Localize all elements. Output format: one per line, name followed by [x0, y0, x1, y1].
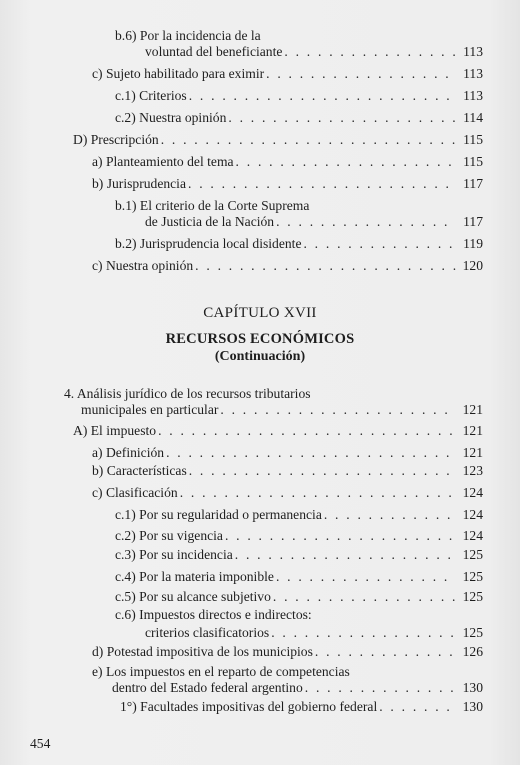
toc-page-number: 125 [462, 589, 483, 604]
toc-page-number: 124 [462, 507, 483, 522]
chapter-subtitle: (Continuación) [214, 349, 306, 364]
toc-entry-b [92, 176, 483, 192]
toc-page-number: 117 [463, 214, 483, 229]
toc-entry-b6: b.6) Por la incidencia de la [115, 28, 261, 43]
dot-leader [276, 569, 456, 585]
toc-page-number: 113 [463, 66, 483, 81]
toc-entry-c6-cont [145, 625, 483, 641]
toc-entry-c6: c.6) Impuestos directos e indirectos: [115, 607, 312, 622]
toc-entry-c1-reg [115, 507, 483, 523]
toc-entry-c1 [115, 88, 483, 104]
dot-leader [303, 236, 456, 252]
dot-leader [189, 88, 456, 104]
dot-leader [235, 547, 456, 563]
toc-entry-A [73, 423, 483, 439]
toc-entry-label: b) Características [92, 463, 187, 478]
chapter-title: RECURSOS ECONÓMICOS [165, 331, 355, 347]
toc-page-number: 126 [462, 644, 483, 659]
toc-entry-label: 1°) Facultades impositivas del gobierno federal [120, 699, 378, 714]
dot-leader [236, 154, 456, 170]
toc-page-number: 124 [462, 528, 483, 543]
toc-entry-label: d) Potestad impositiva de los municipios [92, 644, 313, 659]
dot-leader [195, 258, 456, 274]
toc-entry-label: c.1) Por su regularidad o permanencia [115, 507, 322, 522]
toc-entry-4: 4. Análisis jurídico de los recursos tributarios [64, 386, 311, 401]
toc-entry-label: a) Definición [92, 445, 165, 460]
dot-leader [266, 66, 456, 82]
toc-page-number: 113 [463, 44, 483, 59]
dot-leader [188, 176, 456, 192]
toc-entry-c2-vig [115, 528, 483, 544]
toc-entry-4-cont [81, 402, 483, 418]
toc-entry-label: D) Prescripción [73, 132, 159, 147]
toc-entry-label: a) Planteamiento del tema [92, 154, 234, 169]
toc-page-number: 115 [463, 132, 483, 147]
toc-entry-label: c.5) Por su alcance subjetivo [115, 589, 271, 604]
toc-entry-c [92, 66, 483, 82]
dot-leader [324, 507, 456, 523]
toc-entry-a [92, 154, 483, 170]
toc-page-number: 121 [462, 423, 483, 438]
toc-page-number: 125 [462, 569, 483, 584]
toc-page-number: 119 [463, 236, 483, 251]
toc-page-number: 123 [462, 463, 483, 478]
toc-entry-D [73, 132, 483, 148]
toc-entry-label: voluntad del beneficiante [145, 44, 283, 59]
toc-entry-c-opinion [92, 258, 483, 274]
toc-page-number: 120 [462, 258, 483, 273]
toc-entry-label: b.2) Jurisprudencia local disidente [115, 236, 302, 251]
toc-page-number: 125 [462, 625, 483, 640]
dot-leader [158, 423, 456, 439]
toc-entry-1-fac [120, 699, 483, 715]
toc-page-number: 114 [463, 110, 483, 125]
dot-leader [305, 680, 456, 696]
toc-entry-b6-cont [145, 44, 483, 60]
toc-entry-d-pot [92, 644, 483, 660]
dot-leader [189, 463, 456, 479]
toc-entry-label: A) El impuesto [73, 423, 157, 438]
toc-entry-label: c.3) Por su incidencia [115, 547, 233, 562]
toc-page-number: 130 [462, 699, 483, 714]
toc-entry-c4-mat [115, 569, 483, 585]
dot-leader [228, 110, 456, 126]
toc-page-number: 121 [462, 445, 483, 460]
toc-entry-b2 [115, 236, 483, 252]
dot-leader [271, 625, 456, 641]
toc-page-number: 130 [462, 680, 483, 695]
toc-entry-b1-cont [145, 214, 483, 230]
toc-entry-label: c) Clasificación [92, 485, 178, 500]
toc-page-number: 121 [462, 402, 483, 417]
page-number: 454 [30, 736, 51, 751]
dot-leader [225, 528, 456, 544]
toc-entry-label: c.1) Criterios [115, 88, 187, 103]
dot-leader [220, 402, 456, 418]
toc-entry-b1: b.1) El criterio de la Corte Suprema [115, 198, 310, 213]
toc-entry-label: criterios clasificatorios [145, 625, 270, 640]
dot-leader [166, 445, 456, 461]
toc-entry-label: de Justicia de la Nación [145, 214, 275, 229]
toc-entry-label: c.4) Por la materia imponible [115, 569, 274, 584]
dot-leader [315, 644, 456, 660]
toc-entry-a-def [92, 445, 483, 461]
toc-entry-label: c.2) Nuestra opinión [115, 110, 227, 125]
toc-entry-label: c) Nuestra opinión [92, 258, 194, 273]
dot-leader [180, 485, 456, 501]
toc-page-number: 117 [463, 176, 483, 191]
toc-entry-c-clas [92, 485, 483, 501]
toc-entry-c3-inc [115, 547, 483, 563]
chapter-number: CAPÍTULO XVII [203, 305, 317, 321]
toc-entry-label: b) Jurisprudencia [92, 176, 186, 191]
toc-page-number: 113 [463, 88, 483, 103]
dot-leader [276, 214, 456, 230]
toc-page-number: 125 [462, 547, 483, 562]
toc-page-number: 115 [463, 154, 483, 169]
toc-entry-label: municipales en particular [81, 402, 219, 417]
toc-entry-e: e) Los impuestos en el reparto de competencias [92, 664, 350, 679]
toc-page-number: 124 [462, 485, 483, 500]
toc-entry-label: c) Sujeto habilitado para eximir [92, 66, 265, 81]
toc-entry-c5-alc [115, 589, 483, 605]
dot-leader [273, 589, 456, 605]
toc-entry-c2 [115, 110, 483, 126]
toc-entry-label: c.2) Por su vigencia [115, 528, 223, 543]
dot-leader [161, 132, 456, 148]
toc-entry-e-cont [112, 680, 483, 696]
dot-leader [379, 699, 456, 715]
toc-entry-b-car [92, 463, 483, 479]
toc-entry-label: dentro del Estado federal argentino [112, 680, 303, 695]
dot-leader [284, 44, 456, 60]
